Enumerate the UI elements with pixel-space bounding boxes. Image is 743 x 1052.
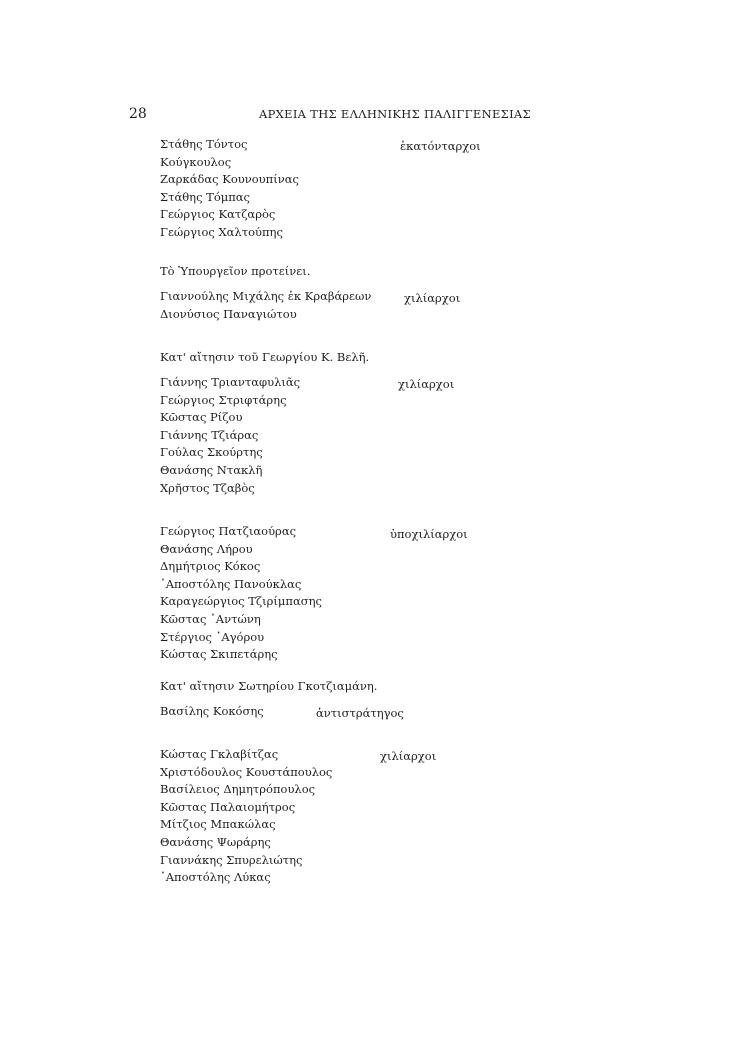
- list-item: ᾿Αποστόλης Πανούκλας: [160, 576, 302, 591]
- list-item: Θανάσης Ντακλῆ: [160, 462, 263, 477]
- list-item: Γεώργιος Στριφτάρης: [160, 392, 287, 407]
- list-item: ᾿Αποστόλης Λύκας: [160, 870, 271, 885]
- list-item: Βασίλειος Δημητρόπουλος: [160, 782, 316, 797]
- list-item: Ζαρκάδας Κουνουπίνας: [160, 172, 299, 187]
- list-item: Γεώργιος Πατζιαούρας: [160, 524, 297, 538]
- note-line: Κατ' αἴτησιν Σωτηρίου Γκοτζιαμάνη.: [160, 679, 378, 693]
- list-item: Γιάννης Τζιάρας: [160, 427, 259, 442]
- list-item: Γιάννης Τριανταφυλιᾶς: [160, 375, 301, 389]
- list-item: Θανάσης Ψωράρης: [160, 834, 271, 849]
- name-list: [160, 523, 322, 664]
- list-item: Χρῆστος Τζαβὸς: [160, 480, 255, 495]
- list-item: Γεώργιος Χαλτούπης: [160, 224, 283, 239]
- rank-label: χιλίαρχοι: [404, 291, 461, 305]
- list-item: Κώστας Γκλαβίτζας: [160, 747, 279, 761]
- list-item: Γιαννούλης Μιχάλης ἐκ Κραβάρεων: [160, 289, 372, 303]
- list-item: Γούλας Σκούρτης: [160, 445, 263, 460]
- rank-label: ἀντιστράτηγος: [316, 706, 404, 720]
- list-item: Χριστόδουλος Κουστάπουλος: [160, 764, 333, 779]
- rank-label: ὑποχιλίαρχοι: [390, 527, 468, 541]
- list-item: Βασίλης Κοκόσης: [160, 704, 264, 718]
- rank-label: χιλίαρχοι: [380, 749, 437, 763]
- list-item: Θανάσης Λήρου: [160, 541, 253, 556]
- list-item: Καραγεώργιος Τζιρίμπασης: [160, 594, 322, 609]
- running-title: ΑΡΧΕΙΑ ΤΗΣ ΕΛΛΗΝΙΚΗΣ ΠΑΛΙΓΓΕΝΕΣΙΑΣ: [259, 107, 531, 121]
- page-number: 28: [129, 106, 147, 122]
- rank-label: χιλίαρχοι: [398, 377, 455, 391]
- name-list: [160, 136, 299, 242]
- name-list: [160, 703, 264, 721]
- name-list: [160, 288, 371, 323]
- name-list: [160, 374, 300, 497]
- list-item: Δημήτριος Κόκος: [160, 559, 261, 574]
- list-item: Κούγκουλος: [160, 154, 232, 169]
- rank-label: ἑκατόνταρχοι: [400, 139, 481, 153]
- list-item: Κῶστας ᾿Αντώνη: [160, 611, 261, 626]
- name-list: [160, 746, 332, 887]
- list-item: Στάθης Τόντος: [160, 137, 248, 151]
- list-item: Διονύσιος Παναγιώτου: [160, 306, 297, 321]
- list-item: Γεώργιος Κατζαρὸς: [160, 207, 276, 222]
- list-item: Μίτζιος Μπακώλας: [160, 817, 276, 832]
- list-item: Γιαννάκης Σπυρελιώτης: [160, 852, 303, 867]
- list-item: Στέργιος ᾿Αγόρου: [160, 629, 265, 644]
- list-item: Κώστας Σκιπετάρης: [160, 647, 278, 662]
- note-line: Κατ' αἴτησιν τοῦ Γεωργίου Κ. Βελῆ.: [160, 350, 370, 364]
- list-item: Κῶστας Παλαιομήτρος: [160, 799, 296, 814]
- note-line: Τὸ Ὑπουργεῖον προτείνει.: [160, 264, 311, 278]
- list-item: Στάθης Τόμπας: [160, 189, 251, 204]
- list-item: Κῶστας Ρίζου: [160, 410, 243, 425]
